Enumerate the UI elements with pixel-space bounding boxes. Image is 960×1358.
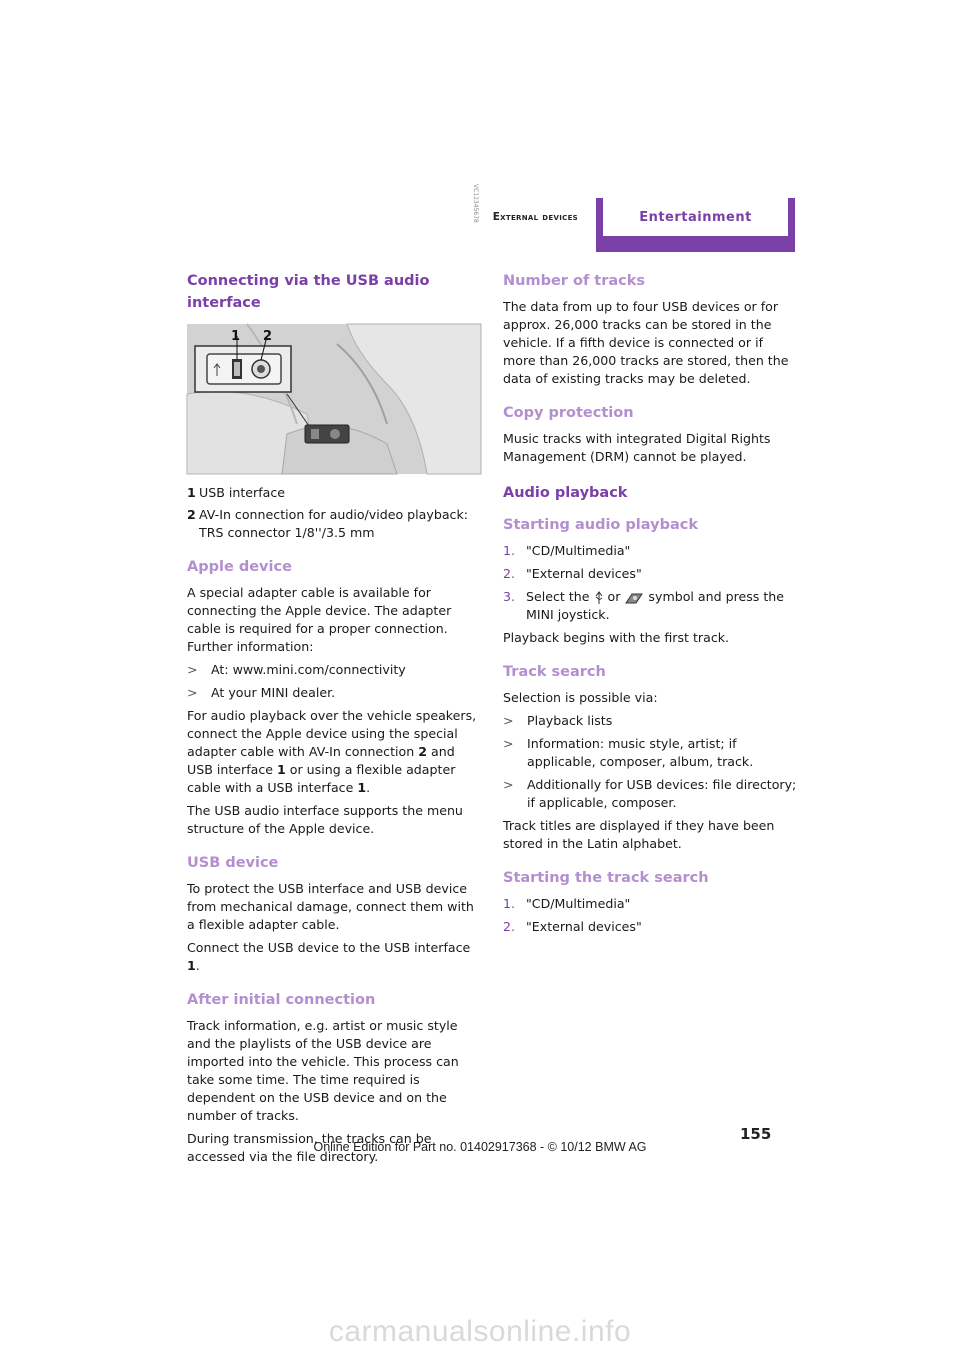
list-item-text: Playback lists bbox=[527, 713, 613, 728]
list-item bbox=[503, 918, 797, 936]
list-item-text: Additionally for USB devices: file directory; if applicable, composer. bbox=[527, 777, 797, 810]
callout-2: 2 bbox=[263, 329, 273, 344]
step-text: "External devices" bbox=[526, 919, 642, 934]
chapter-title: Entertainment bbox=[603, 198, 788, 236]
apple-further-info: Further information: bbox=[187, 639, 314, 654]
legend-number: 2 bbox=[187, 507, 196, 522]
track-search-heading: Track search bbox=[503, 664, 606, 680]
list-item bbox=[187, 661, 481, 679]
list-item-text: At: www.mini.com/connectivity bbox=[211, 662, 406, 677]
usb-interface-heading: Connecting via the USB audio interface bbox=[187, 273, 430, 311]
legend-number: 1 bbox=[187, 485, 196, 500]
apple-device-icon bbox=[624, 591, 644, 605]
bullet-arrow-icon: > bbox=[187, 685, 198, 700]
step-number: 3. bbox=[503, 589, 516, 604]
watermark: carmanualsonline.info bbox=[328, 1315, 632, 1348]
page-number: 155 bbox=[740, 1125, 772, 1143]
apple-device-heading: Apple device bbox=[187, 559, 292, 575]
left-column bbox=[187, 184, 481, 1171]
transmission-paragraph: During transmission, the tracks can be accessed via the file directory. bbox=[187, 1131, 432, 1164]
apple-connection-paragraph: For audio playback over the vehicle speakers, connect the Apple device using the special adapter cable with AV-In connection 2 and USB interface 1 or using a flexible adapter cable with a USB interface 1. bbox=[187, 708, 477, 795]
selection-paragraph: Selection is possible via: bbox=[503, 690, 658, 705]
after-connection-paragraph: Track information, e.g. artist or music style and the playlists of the USB device are imported into the vehicle. This process can take some time. The time required is dependent on the USB device and on the number of tracks. bbox=[187, 1018, 459, 1123]
list-item bbox=[503, 588, 797, 624]
bullet-arrow-icon: > bbox=[503, 777, 514, 792]
usb-protect-paragraph: To protect the USB interface and USB device from mechanical damage, connect them with a flexible adapter cable. bbox=[187, 881, 474, 932]
list-item bbox=[503, 895, 797, 913]
step-text: "CD/Multimedia" bbox=[526, 896, 631, 911]
apple-paragraph: A special adapter cable is available for connecting the Apple device. The adapter cable is required for a proper connection. bbox=[187, 585, 452, 636]
bullet-arrow-icon: > bbox=[503, 736, 514, 751]
apple-menu-paragraph: The USB audio interface supports the menu structure of the Apple device. bbox=[187, 803, 463, 836]
step-number: 1. bbox=[503, 543, 516, 558]
list-item bbox=[503, 735, 797, 771]
usb-connect-paragraph: Connect the USB device to the USB interface 1. bbox=[187, 940, 471, 973]
bullet-arrow-icon: > bbox=[187, 662, 198, 677]
step-number: 2. bbox=[503, 566, 516, 581]
number-of-tracks-paragraph: The data from up to four USB devices or for approx. 26,000 tracks can be stored in the vehicle. If a fifth device is connected or if more than 26,000 tracks are stored, then the data of existing tracks may be deleted. bbox=[503, 299, 789, 386]
figure-code: VC12345678 bbox=[472, 184, 479, 223]
starting-search-heading: Starting the track search bbox=[503, 870, 709, 886]
right-column bbox=[503, 270, 797, 941]
list-item bbox=[503, 542, 797, 560]
bullet-arrow-icon: > bbox=[503, 713, 514, 728]
copy-protection-heading: Copy protection bbox=[503, 405, 634, 421]
callout-1: 1 bbox=[231, 329, 241, 344]
list-item-text: Information: music style, artist; if applicable, composer, album, track. bbox=[527, 736, 754, 769]
number-of-tracks-heading: Number of tracks bbox=[503, 273, 646, 289]
legend-item bbox=[187, 484, 481, 502]
starting-playback-heading: Starting audio playback bbox=[503, 517, 698, 533]
usb-icon bbox=[594, 591, 604, 605]
legend-text: AV-In connection for audio/video playback: TRS connector 1/8''/3.5 mm bbox=[199, 507, 469, 540]
chapter-tab bbox=[596, 198, 795, 252]
audio-playback-heading: Audio playback bbox=[503, 485, 628, 501]
list-item bbox=[187, 684, 481, 702]
section-title: External devices bbox=[492, 211, 578, 223]
list-item bbox=[503, 776, 797, 812]
after-connection-heading: After initial connection bbox=[187, 992, 376, 1008]
track-titles-paragraph: Track titles are displayed if they have been stored in the Latin alphabet. bbox=[503, 818, 775, 851]
step-number: 1. bbox=[503, 896, 516, 911]
step-text: Select the or symbol and press the MINI joystick. bbox=[526, 589, 785, 622]
usb-device-heading: USB device bbox=[187, 855, 279, 871]
step-text: "External devices" bbox=[526, 566, 642, 581]
step-number: 2. bbox=[503, 919, 516, 934]
legend-text: USB interface bbox=[199, 485, 286, 500]
step-text: "CD/Multimedia" bbox=[526, 543, 631, 558]
list-item-text: At your MINI dealer. bbox=[211, 685, 336, 700]
playback-begins-paragraph: Playback begins with the first track. bbox=[503, 630, 730, 645]
legend-item bbox=[187, 506, 481, 542]
copy-protection-paragraph: Music tracks with integrated Digital Rights Management (DRM) cannot be played. bbox=[503, 431, 771, 464]
footer-text: Online Edition for Part no. 01402917368 - © 10/12 BMW AG bbox=[313, 1140, 647, 1154]
list-item bbox=[503, 712, 797, 730]
list-item bbox=[503, 565, 797, 583]
